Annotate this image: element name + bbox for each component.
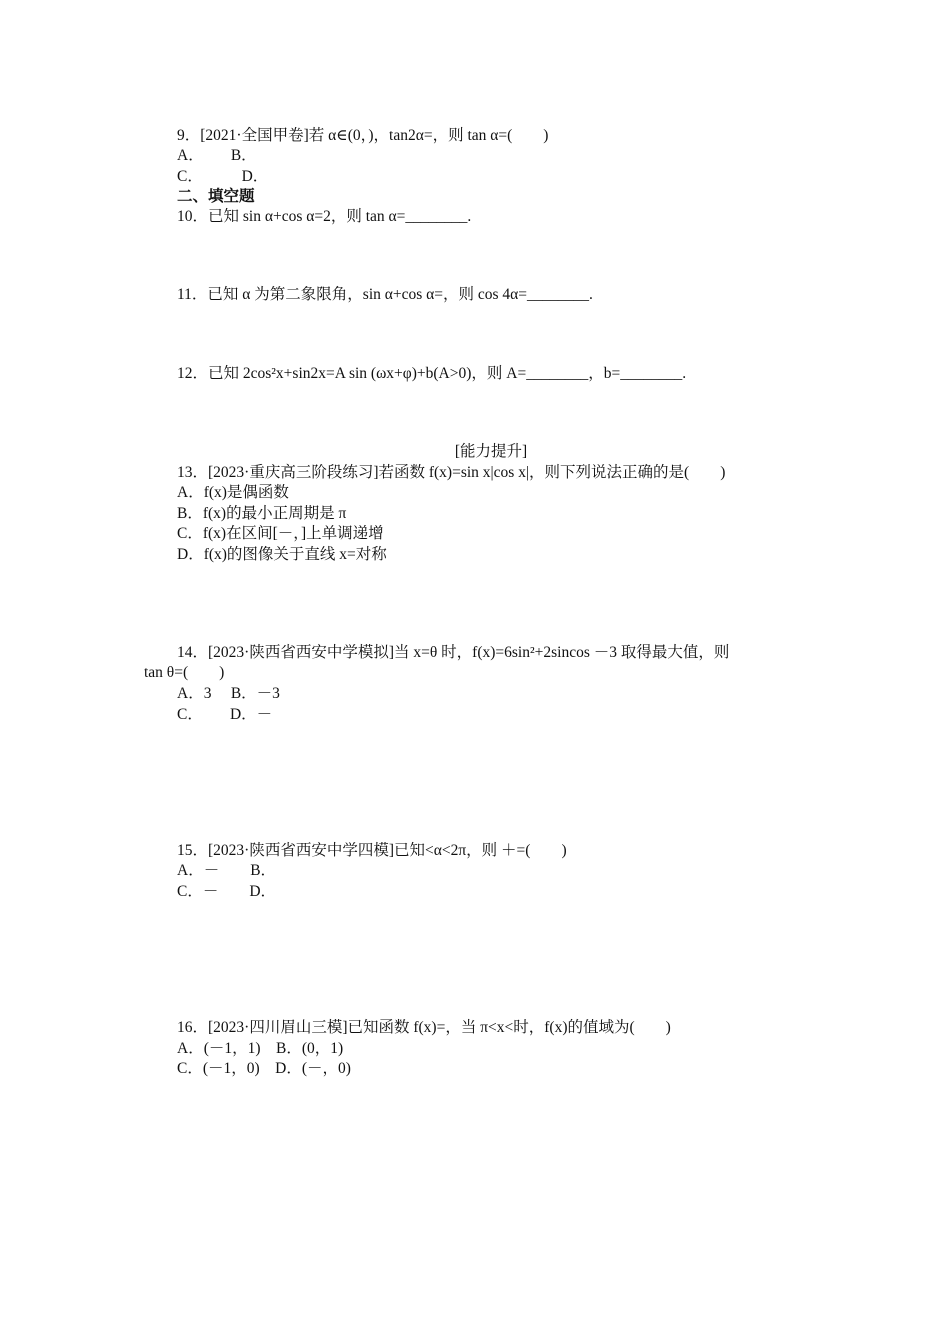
question-14-stem: 14．[2023·陕西省西安中学模拟]当 x=θ 时，f(x)=6sin²+2sincos －3 取得最大值，则 xyxy=(177,644,730,661)
question-13-option-c: C．f(x)在区间[－，]上单调递增 xyxy=(177,525,384,542)
question-14-options-ab: A．3 B．－3 xyxy=(177,685,280,702)
question-15-options-cd: C．－ D． xyxy=(177,883,277,900)
section-heading-fill-in: 二、填空题 xyxy=(177,188,255,205)
question-9-options-cd: C． D． xyxy=(177,168,269,185)
question-9-options-ab: A． B． xyxy=(177,147,257,164)
question-14-options-cd: C． D．－ xyxy=(177,706,273,723)
question-15-options-ab: A．－ B． xyxy=(177,862,277,879)
question-16-options-ab: A．(－1，1) B．(0，1) xyxy=(177,1040,344,1057)
question-15-stem: 15．[2023·陕西省西安中学四模]已知<α<2π，则 ＋=( ) xyxy=(177,842,567,859)
question-16-options-cd: C．(－1，0) D．(－，0) xyxy=(177,1060,351,1077)
question-13-option-d: D．f(x)的图像关于直线 x=对称 xyxy=(177,546,387,563)
question-13-stem: 13．[2023·重庆高三阶段练习]若函数 f(x)=sin x|cos x|，则下列说法正确的是( ) xyxy=(177,464,726,481)
question-10-stem: 10．已知 sin α+cos α=2，则 tan α=________. xyxy=(177,208,472,225)
question-13-option-a: A．f(x)是偶函数 xyxy=(177,484,289,501)
question-12-stem: 12．已知 2cos²x+sin2x=A sin (ωx+φ)+b(A>0)，则 A=________，b=________. xyxy=(177,365,687,382)
question-14-stem-continued: tan θ=( ) xyxy=(144,664,225,681)
question-16-stem: 16．[2023·四川眉山三模]已知函数 f(x)=，当 π<x<时，f(x)的值域为( ) xyxy=(177,1019,671,1036)
section-heading-ability: [能力提升] xyxy=(454,443,528,460)
question-9-stem: 9．[2021·全国甲卷]若 α∈(0，)，tan2α=，则 tan α=( ) xyxy=(177,127,549,144)
question-11-stem: 11．已知 α 为第二象限角，sin α+cos α=，则 cos 4α=________. xyxy=(177,286,593,303)
question-13-option-b: B．f(x)的最小正周期是 π xyxy=(177,505,347,522)
